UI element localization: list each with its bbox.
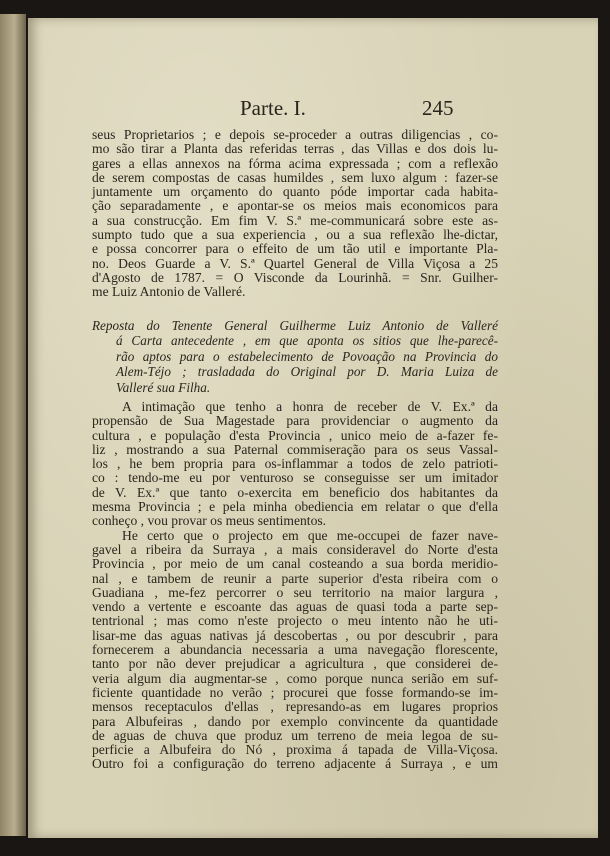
text-line: me Luiz Antonio de Valleré. bbox=[92, 284, 246, 300]
text-line: de aguas de chuva que produz um terreno de meia legoa de su- bbox=[92, 727, 498, 743]
text-line: tanto por não dever prejudicar a agricultura , que considerei de- bbox=[92, 656, 498, 672]
heading-line: á Carta antecedente , em que aponta os sitios que lhe-parecê- bbox=[116, 333, 498, 349]
text-line: ficiente quantidade no verão ; procurei que fosse formando-se im- bbox=[92, 684, 498, 700]
text-line: de V. Ex.ª que tanto o-exercita em beneficio dos habitantes da bbox=[92, 484, 498, 500]
text-line: He certo que o projecto em que me-occupei de fazer nave- bbox=[122, 527, 498, 543]
text-line: seus Proprietarios ; e depois se-proceder a outras diligencias , co- bbox=[92, 127, 498, 142]
text-line: propensão de Sua Magestade para providenciar o augmento da bbox=[92, 413, 498, 429]
body-text bbox=[92, 400, 498, 772]
text-line: d'Agosto de 1787. = O Visconde da Lourinhã. = Snr. Guilher- bbox=[92, 269, 498, 285]
section-heading bbox=[92, 318, 498, 395]
running-head: Parte. I. bbox=[240, 96, 306, 120]
text-line: vendo a vertente e escoante das aguas de quasi toda a parte sep- bbox=[92, 599, 498, 615]
page-header bbox=[28, 96, 598, 124]
heading-line: rão aptos para o estabelecimento de Povoação na Provincia do bbox=[116, 348, 498, 364]
letter-closing-paragraph bbox=[92, 128, 498, 300]
text-line: nal , e tambem de reunir a parte superior d'esta ribeira com o bbox=[92, 570, 498, 586]
text-line: A intimação que tenho a honra de receber de V. Ex.ª da bbox=[122, 399, 498, 414]
text-line: juntamente um orçamento do quanto póde importar cada habita- bbox=[92, 184, 498, 200]
text-line: ção separadamente , e apontar-se os meios mais economicos para bbox=[92, 198, 498, 214]
text-line: Provincia , por meio de um canal costeando a sua borda meridio- bbox=[92, 556, 498, 572]
text-line: gavel a ribeira da Surraya , a mais consideravel do Norte d'esta bbox=[92, 541, 498, 557]
page-number: 245 bbox=[422, 96, 454, 120]
text-line: mesma Provincia ; e pela minha obediencia em relatar o que d'ella bbox=[92, 499, 498, 515]
text-line: Outro foi a configuração do terreno adjacente á Surraya , e um bbox=[92, 756, 498, 772]
text-line: de serem compostas de casas humildes , sem luxo algum : fazer-se bbox=[92, 169, 498, 185]
text-line: sumpto tudo que a sua experiencia , ou a sua reflexão lhe-dictar, bbox=[92, 227, 498, 243]
text-line: para Albufeiras , dando por exemplo convincente da quantidade bbox=[92, 713, 498, 729]
text-line: cultura , e população d'esta Provincia , unico meio de a-fazer fe- bbox=[92, 427, 498, 443]
text-line: fornecerem a abundancia necessaria a uma navegação florescente, bbox=[92, 642, 498, 658]
text-line: perficie a Albufeira do Nó , proxima á tapada de Villa-Viçosa. bbox=[92, 742, 498, 758]
text-line: Guadiana , me-fez percorrer o seu territorio na maior largura , bbox=[92, 584, 498, 600]
heading-line: Valleré sua Filha. bbox=[116, 379, 211, 395]
text-line: conheço , vou provar os meus sentimentos. bbox=[92, 513, 327, 529]
text-line: veria algum dia augmentar-se , como porque nunca serião em suf- bbox=[92, 670, 498, 686]
text-line: tentrional ; mas como n'este projecto o meu intento não he uti- bbox=[92, 613, 498, 629]
text-line: a sua construcção. Em fim V. S.ª me-communicará sobre este as- bbox=[92, 212, 498, 228]
text-line: no. Deos Guarde a V. S.ª Quartel General de Villa Viçosa a 25 bbox=[92, 255, 498, 271]
heading-line: Alem-Téjo ; trasladada do Original por D. Maria Luiza de bbox=[116, 364, 498, 380]
text-line: mo são tirar a Planta das referidas terras , das Villas e dos dois lu- bbox=[92, 141, 498, 157]
text-line: los , he bem propria para os-inflammar a todos de zelo patrioti- bbox=[92, 456, 498, 472]
text-line: co : tendo-me eu por venturoso se conseguisse ser um imitador bbox=[92, 470, 498, 486]
text-line: gares a ellas annexos na fórma acima expressada ; com a reflexão bbox=[92, 155, 498, 171]
text-line: lisar-me das aguas nativas já descobertas , ou por descubrir , para bbox=[92, 627, 498, 643]
text-line: mensos receptaculos d'ellas , represando-as em lugares proprios bbox=[92, 699, 498, 715]
facing-page-edge bbox=[0, 14, 26, 836]
book-page bbox=[28, 18, 598, 838]
heading-line: Reposta do Tenente General Guilherme Luiz Antonio de Valleré bbox=[92, 318, 498, 333]
text-line: e possa concorrer para o effeito de um tão util e importante Pla- bbox=[92, 241, 498, 257]
text-line: liz , mostrando a sua Paternal commiseração para os seus Vassal- bbox=[92, 441, 498, 457]
